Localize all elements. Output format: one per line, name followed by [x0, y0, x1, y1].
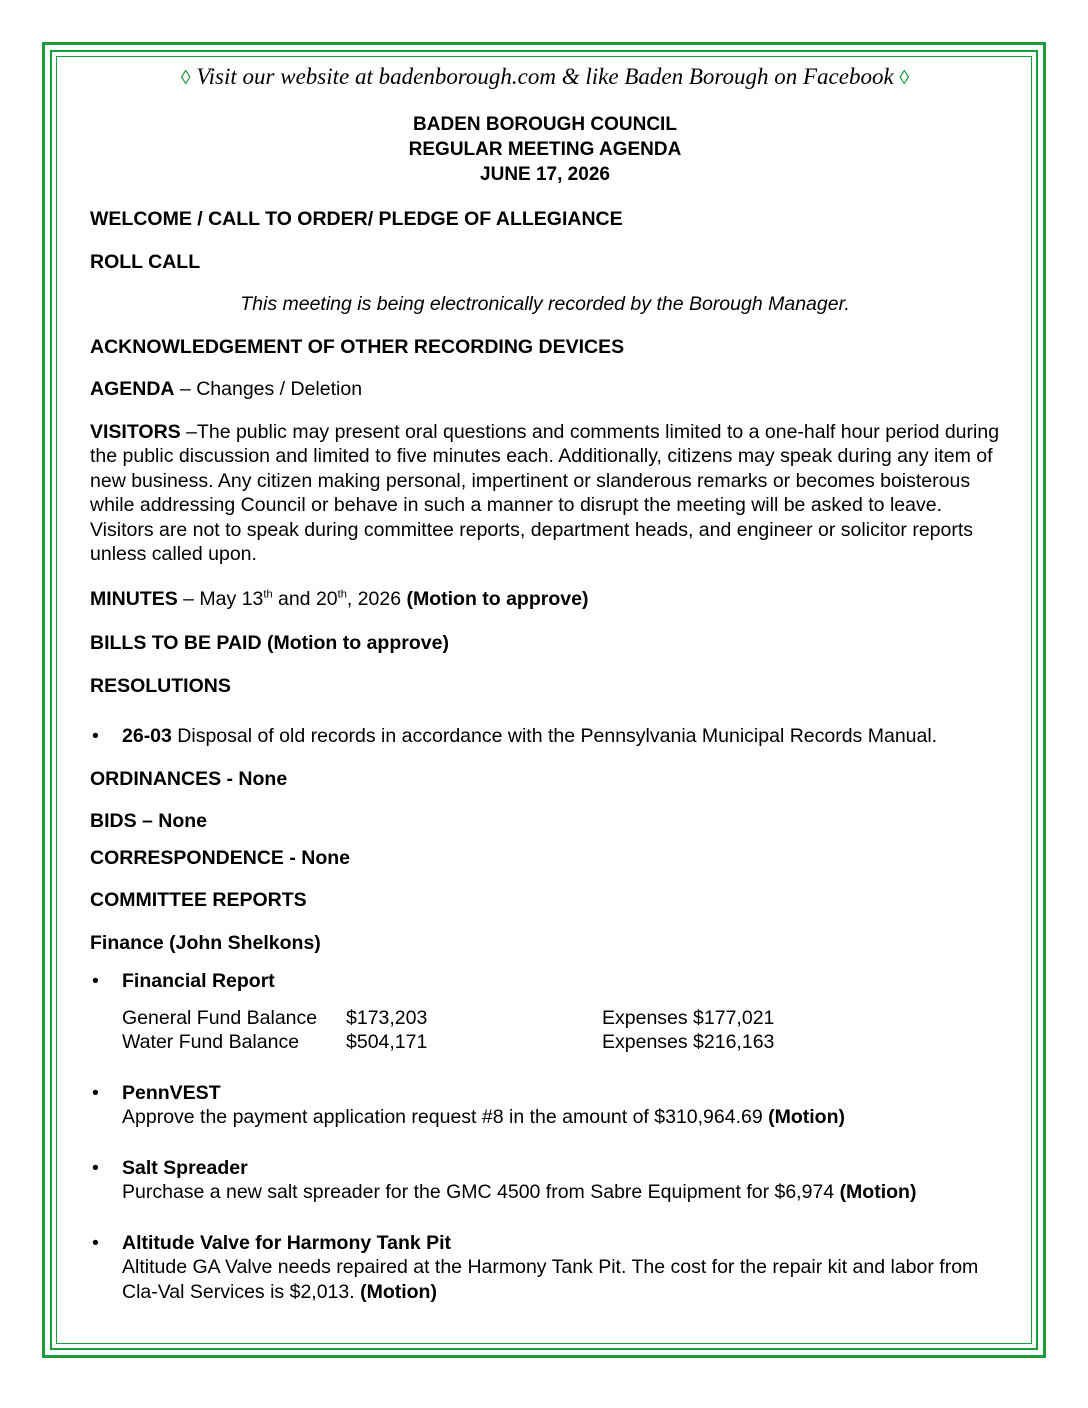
fund-expenses: Expenses $177,021: [602, 1006, 775, 1029]
document-title: [90, 112, 1000, 187]
banner-text: Visit our website at badenborough.com & like Baden Borough on Facebook: [196, 64, 894, 89]
item-title: Salt Spreader: [122, 1156, 248, 1179]
agenda-text: – Changes / Deletion: [174, 378, 363, 400]
item-motion: (Motion): [839, 1181, 917, 1203]
fund-row: [122, 1006, 1000, 1031]
minutes-motion: (Motion to approve): [406, 587, 589, 610]
altitude-valve-item: [90, 1231, 1000, 1305]
committee-reports-heading: COMMITTEE REPORTS: [90, 889, 307, 911]
fund-balance: $504,171: [346, 1031, 428, 1053]
minutes-label: MINUTES: [90, 587, 178, 610]
item-text: Altitude GA Valve needs repaired at the Harmony Tank Pit. The cost for the repair kit and labor from Cla-Val Services is $2,013.: [122, 1256, 979, 1303]
bullet-icon: •: [92, 1156, 99, 1179]
agenda-document: [90, 60, 1000, 1304]
fund-balance: $173,203: [346, 1006, 428, 1029]
bullet-icon: •: [92, 970, 99, 992]
item-title: Altitude Valve for Harmony Tank Pit: [122, 1231, 452, 1254]
bids-heading: BIDS – None: [90, 810, 208, 832]
minutes-ordinal: th: [263, 588, 273, 600]
visitors-label: VISITORS: [90, 420, 181, 443]
diamond-icon: ◊: [899, 67, 910, 89]
diamond-icon: ◊: [180, 67, 191, 89]
item-description: [122, 1255, 1000, 1304]
visitors-paragraph: [90, 420, 1000, 567]
roll-call-heading: ROLL CALL: [90, 250, 201, 273]
visitors-text: –The public may present oral questions and comments limited to a one-half hour period during the public discussion and limited to five minutes each. Additionally, citizens may speak during any item of new business. Any citizen making personal, impertinent or slanderous remarks or becomes boisterous while addressing Council or behave in such a manner to disrupt the meeting will be asked to leave. Visitors are not to speak during committee reports, department heads, and engineer or solicitor reports unless called upon.: [90, 420, 1000, 565]
recording-devices-heading: ACKNOWLEDGEMENT OF OTHER RECORDING DEVICES: [90, 335, 625, 358]
recording-note: This meeting is being electronically recorded by the Borough Manager.: [240, 293, 850, 315]
finance-heading: Finance (John Shelkons): [90, 931, 321, 954]
bullet-icon: •: [92, 725, 99, 747]
pennvest-item: [90, 1081, 1000, 1130]
item-motion: (Motion): [768, 1106, 846, 1128]
fund-row: [122, 1030, 1000, 1055]
bills-heading: BILLS TO BE PAID (Motion to approve): [90, 632, 449, 654]
minutes-text: – May 13: [177, 587, 264, 610]
fund-label: General Fund Balance: [122, 1006, 318, 1029]
bullet-icon: •: [92, 1231, 99, 1254]
resolutions-list: [90, 724, 1000, 749]
financial-report-title: Financial Report: [122, 970, 275, 992]
fund-expenses: Expenses $216,163: [602, 1031, 775, 1053]
minutes-ordinal: th: [337, 588, 347, 600]
agenda-line: [90, 377, 1000, 402]
resolution-number: 26-03: [122, 725, 172, 747]
financial-report-table: [122, 1006, 1000, 1055]
financial-report-item: [90, 969, 1000, 1055]
fund-label: Water Fund Balance: [122, 1031, 300, 1053]
minutes-text: and 20: [272, 587, 338, 610]
title-line-date: JUNE 17, 2026: [480, 164, 610, 185]
resolutions-heading: RESOLUTIONS: [90, 674, 231, 697]
correspondence-heading: CORRESPONDENCE - None: [90, 846, 351, 869]
welcome-heading: WELCOME / CALL TO ORDER/ PLEDGE OF ALLEGIANCE: [90, 208, 623, 230]
finance-list: [90, 969, 1000, 1304]
item-motion: (Motion): [360, 1280, 437, 1303]
resolution-item: [90, 724, 1000, 749]
agenda-label: AGENDA: [90, 378, 175, 400]
ordinances-heading: ORDINANCES - None: [90, 767, 288, 790]
bullet-icon: •: [92, 1081, 99, 1104]
item-title: PennVEST: [122, 1081, 221, 1104]
resolution-text: Disposal of old records in accordance with the Pennsylvania Municipal Records Manual.: [171, 725, 938, 747]
item-description: [122, 1180, 1000, 1205]
minutes-text: , 2026: [346, 587, 407, 610]
minutes-line: [90, 587, 1000, 612]
item-text: Purchase a new salt spreader for the GMC 4500 from Sabre Equipment for $6,974: [122, 1181, 840, 1203]
salt-spreader-item: [90, 1156, 1000, 1205]
item-description: [122, 1105, 1000, 1130]
item-text: Approve the payment application request #8 in the amount of $310,964.69: [122, 1106, 769, 1128]
title-line-council: BADEN BOROUGH COUNCIL: [413, 114, 677, 135]
title-line-meeting: REGULAR MEETING AGENDA: [408, 139, 682, 160]
website-banner: [90, 64, 1000, 90]
